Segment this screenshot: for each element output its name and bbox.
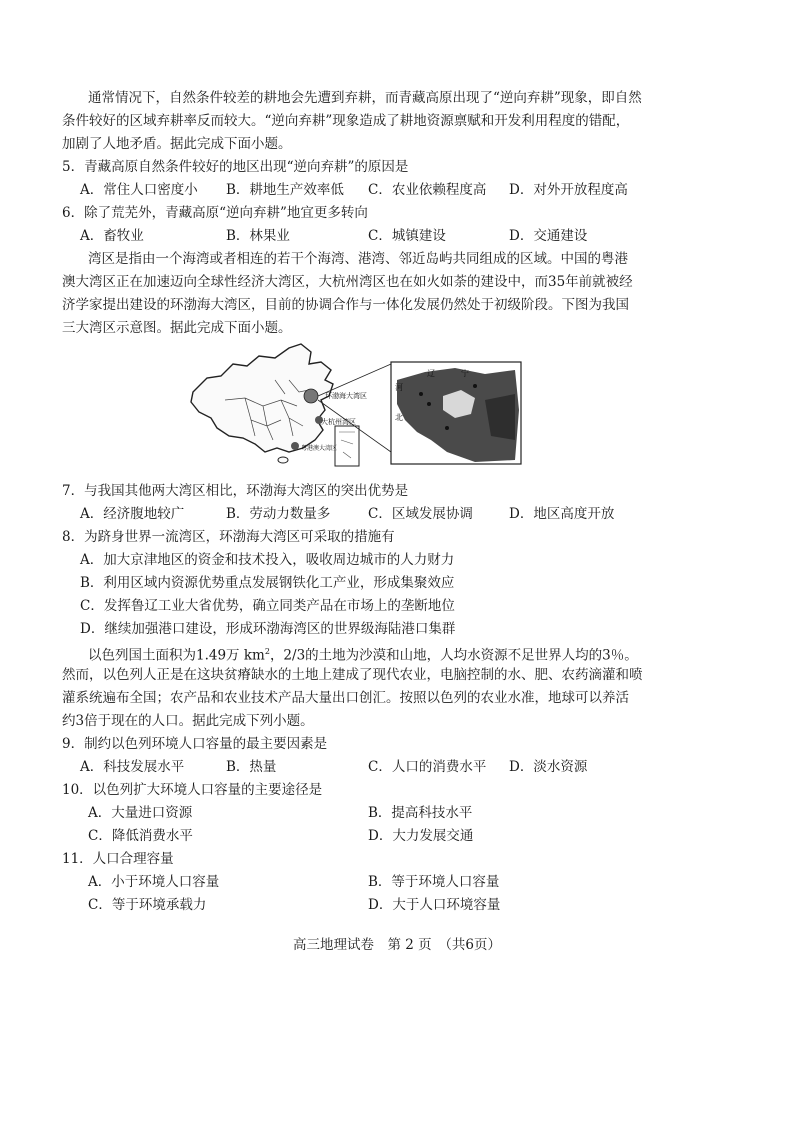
label-bohai: 环渤海大湾区 (325, 392, 367, 400)
q8-option-a: A．加大京津地区的资金和技术投入，吸收周边城市的人力财力 (80, 552, 455, 568)
hainan-island (278, 457, 288, 463)
inset-label-bei: 北 (395, 413, 403, 422)
inset-label-he: 河 (395, 383, 403, 392)
passage3-line-4: 约3倍于现在的人口。据此完成下列小题。 (62, 713, 314, 729)
q6-option-a: A．畜牧业 (80, 228, 144, 244)
q11-option-d: D．大于人口环境容量 (368, 897, 501, 913)
label-hangzhou: 大杭州湾区 (321, 418, 356, 426)
passage3-line-2: 然而，以色列人正是在这块贫瘠缺水的土地上建成了现代农业，电脑控制的水、肥、农药滴灌和喷 (62, 667, 643, 683)
q5-option-c: C．农业依赖程度高 (368, 182, 487, 198)
q10-option-b: B．提高科技水平 (368, 805, 473, 821)
passage2-line-4: 三大湾区示意图。据此完成下面小题。 (62, 320, 292, 336)
q8-stem: 8．为跻身世界一流湾区，环渤海大湾区可采取的措施有 (62, 529, 395, 545)
passage3-line-1 (88, 642, 638, 666)
q5-option-b: B．耕地生产效率低 (226, 182, 344, 198)
q6-stem: 6．除了荒芜外，青藏高原“逆向弃耕”地宜更多转向 (62, 205, 368, 221)
passage1-line-1: 通常情况下，自然条件较差的耕地会先遭到弃耕，而青藏高原出现了“逆向弃耕”现象，即自然 (88, 90, 642, 106)
passage3-line-1-a: 以色列国土面积为1.49万 km (88, 647, 265, 664)
q11-option-c: C．等于环境承载力 (88, 897, 207, 913)
passage3-line-1-b: ，2/3的土地为沙漠和山地，人均水资源不足世界人均的3％。 (269, 647, 638, 664)
passage2-line-3: 济学家提出建设的环渤海大湾区，目前的协调合作与一体化发展仍然处于初级阶段。下图为我国 (62, 297, 629, 313)
q7-option-a: A．经济腹地较广 (80, 506, 185, 522)
q11-stem: 11．人口合理容量 (62, 851, 174, 867)
passage3-line-3: 灌系统遍布全国；农产品和农业技术产品大量出口创汇。按照以色列的农业水准，地球可以养活 (62, 690, 629, 706)
superscript-2: 2 (264, 647, 270, 656)
q7-option-b: B．劳动力数量多 (226, 506, 331, 522)
page-footer: 高三地理试卷 第 2 页 （共6页） (292, 937, 501, 953)
q10-option-a: A．大量进口资源 (88, 805, 193, 821)
q9-option-b: B．热量 (226, 759, 277, 775)
gba-bay-area-mark (291, 442, 299, 450)
inset-label-dong: 东 (437, 453, 445, 462)
q11-option-b: B．等于环境人口容量 (368, 874, 500, 890)
passage2-line-2: 澳大湾区正在加速迈向全球性经济大湾区，大杭州湾区也在如火如荼的建设中，而35年前就被经 (62, 274, 633, 290)
q8-option-c: C．发挥鲁辽工业大省优势，确立同类产品在市场上的垄断地位 (80, 598, 455, 614)
q8-option-d: D．继续加强港口建设，形成环渤海湾区的世界级海陆港口集群 (80, 621, 456, 637)
q10-option-c: C．降低消费水平 (88, 828, 193, 844)
q7-stem: 7．与我国其他两大湾区相比，环渤海大湾区的突出优势是 (62, 483, 409, 499)
passage2-line-1: 湾区是指由一个海湾或者相连的若干个海湾、港湾、邻近岛屿共同组成的区域。中国的粤港 (88, 251, 628, 267)
inset-label-liao: 辽 (427, 369, 435, 378)
q7-option-c: C．区域发展协调 (368, 506, 473, 522)
q9-option-a: A．科技发展水平 (80, 759, 185, 775)
q6-option-c: C．城镇建设 (368, 228, 446, 244)
inset-label-shan: 山 (411, 441, 419, 450)
china-map-svg (185, 340, 525, 470)
q11-option-a: A．小于环境人口容量 (88, 874, 220, 890)
q5-stem: 5．青藏高原自然条件较好的地区出现“逆向弃耕”的原因是 (62, 159, 409, 175)
q9-option-c: C．人口的消费水平 (368, 759, 487, 775)
bay-area-map-figure (185, 340, 525, 470)
q7-option-d: D．地区高度开放 (509, 506, 615, 522)
q9-option-d: D．淡水资源 (509, 759, 588, 775)
q6-option-d: D．交通建设 (509, 228, 588, 244)
q8-option-b: B．利用区域内资源优势重点发展钢铁化工产业，形成集聚效应 (80, 575, 455, 591)
q10-option-d: D．大力发展交通 (368, 828, 474, 844)
passage1-line-3: 加剧了人地矛盾。据此完成下面小题。 (62, 136, 292, 152)
label-gba: 粤港澳大湾区 (301, 445, 338, 452)
q5-option-a: A．常住人口密度小 (80, 182, 198, 198)
passage1-line-2: 条件较好的区域弃耕率反而较大。“逆向弃耕”现象造成了耕地资源禀赋和开发利用程度的错配， (62, 113, 630, 129)
q5-option-d: D．对外开放程度高 (509, 182, 628, 198)
q9-stem: 9．制约以色列环境人口容量的最主要因素是 (62, 736, 328, 752)
inset-label-ning: 宁 (461, 369, 469, 378)
bohai-bay-area-mark (304, 389, 318, 403)
q6-option-b: B．林果业 (226, 228, 290, 244)
q10-stem: 10．以色列扩大环境人口容量的主要途径是 (62, 782, 323, 798)
